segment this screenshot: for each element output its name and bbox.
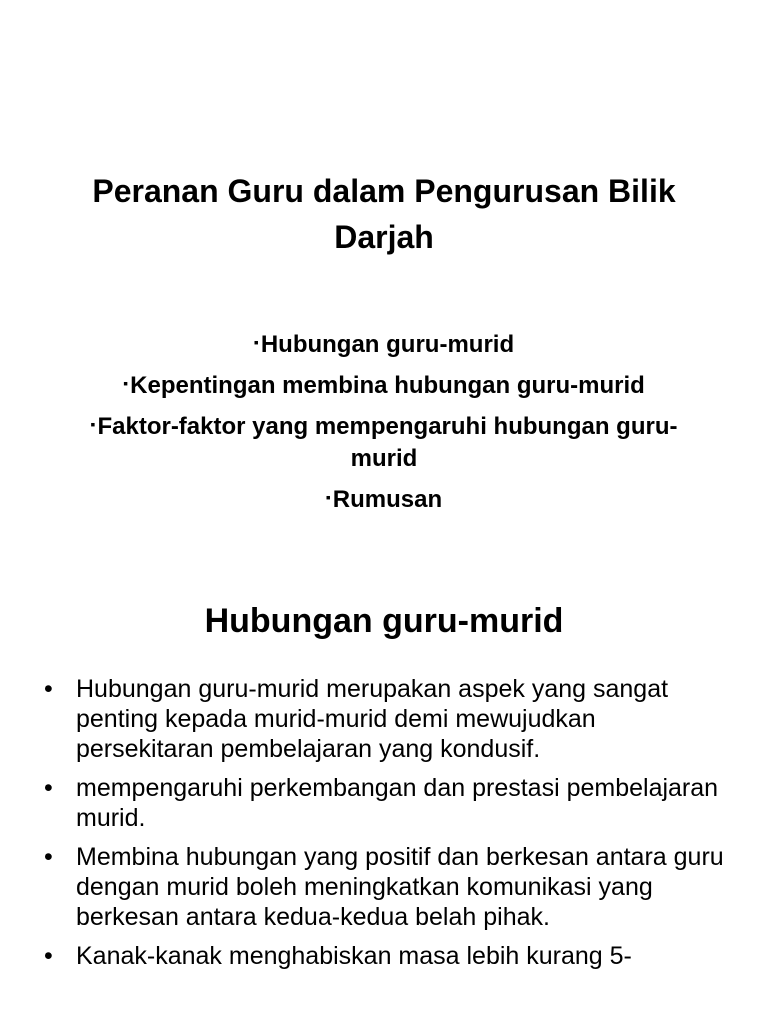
topic-item-label: Rumusan — [332, 486, 443, 513]
slide-content — [0, 560, 768, 1024]
slide-title-heading: Peranan Guru dalam Pengurusan Bilik Darjah — [92, 173, 676, 255]
bullet-dot-icon: • — [44, 774, 53, 802]
bullet-text: Membina hubungan yang positif dan berkesan antara guru dengan murid boleh meningkatkan komunikasi yang berkesan antara kedua-kedua belah pihak. — [76, 843, 724, 931]
topic-item — [60, 326, 708, 361]
square-bullet-icon: ▪ — [90, 416, 96, 432]
bullet-list — [44, 674, 724, 980]
square-bullet-icon: ▪ — [123, 375, 129, 391]
bullet-dot-icon: • — [44, 675, 53, 703]
bullet-item — [44, 941, 724, 971]
topic-item-label: Faktor-faktor yang mempengaruhi hubungan guru-murid — [97, 413, 678, 472]
slide-content-heading: Hubungan guru-murid — [204, 602, 564, 640]
topic-item — [60, 408, 708, 475]
square-bullet-icon: ▪ — [325, 489, 331, 505]
topic-item — [60, 367, 708, 402]
bullet-item — [44, 773, 724, 833]
bullet-item — [44, 842, 724, 932]
bullet-text: Hubungan guru-murid merupakan aspek yang sangat penting kepada murid-murid demi mewujudkan persekitaran pembelajaran yang kondusif. — [76, 675, 669, 763]
topic-item — [60, 481, 708, 516]
bullet-dot-icon: • — [44, 942, 53, 970]
topic-item-label: Hubungan guru-murid — [260, 331, 515, 358]
topic-item-label: Kepentingan membina hubungan guru-murid — [130, 372, 645, 399]
bullet-dot-icon: • — [44, 843, 53, 871]
square-bullet-icon: ▪ — [253, 334, 259, 350]
bullet-text: mempengaruhi perkembangan dan prestasi pembelajaran murid. — [76, 774, 719, 832]
topic-list — [60, 326, 708, 522]
bullet-text: Kanak-kanak menghabiskan masa lebih kurang 5- — [76, 942, 632, 970]
bullet-item — [44, 674, 724, 764]
